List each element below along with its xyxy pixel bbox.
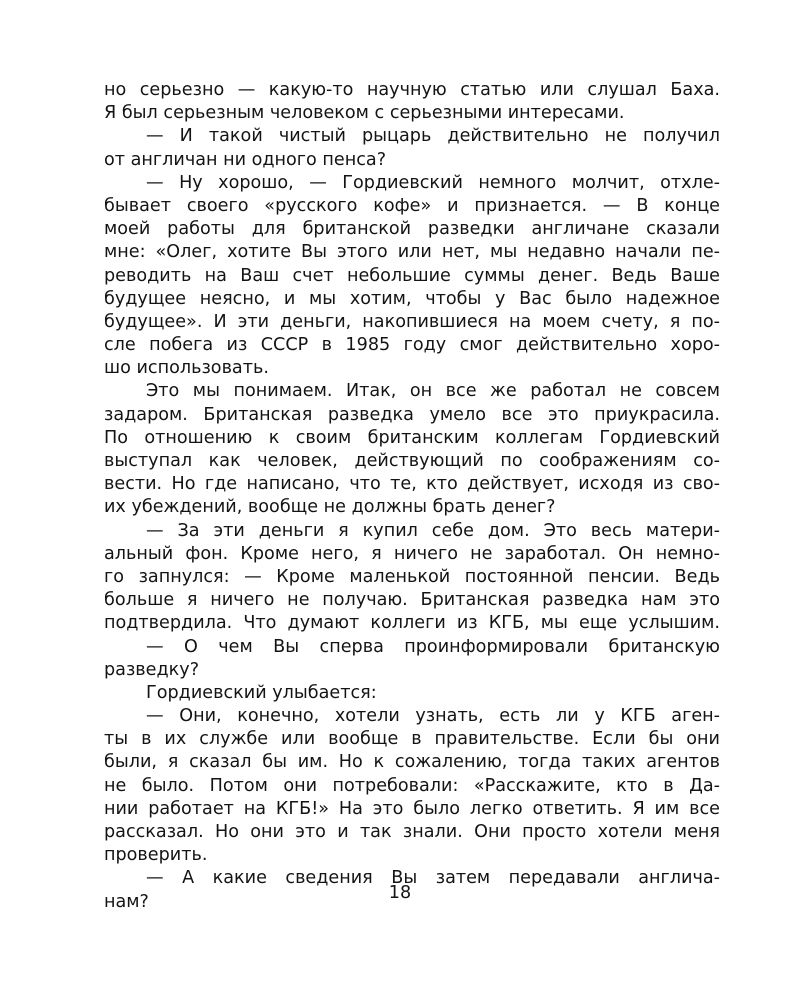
text-line: больше я ничего не получаю. Британская разведка нам это	[104, 590, 720, 611]
text-line: были, я сказал бы им. Но к сожалению, тогда таких агентов	[104, 752, 720, 773]
text-line: По отношению к своим британским коллегам Гордиевский	[104, 427, 720, 448]
text-line: Гордиевский улыбается:	[146, 682, 377, 703]
text-line: их убеждений, вообще не должны брать денег?	[104, 497, 556, 518]
text-line: нии работает на КГБ!» На это было легко ответить. Я им все	[104, 798, 720, 819]
text-line: будущее». И эти деньги, накопившиеся на моем счету, я по-	[104, 311, 720, 332]
text-line: — Ну хорошо, — Гордиевский немного молчит, отхле-	[146, 172, 720, 193]
body-text	[104, 79, 720, 914]
text-line: не было. Потом они потребовали: «Расскажите, кто в Да-	[104, 775, 720, 796]
text-line: — О чем Вы сперва проинформировали британскую	[146, 636, 720, 657]
text-line: шо использовать.	[104, 358, 269, 379]
text-line: будущее неясно, и мы хотим, чтобы у Вас было надежное	[104, 288, 720, 309]
text-line: моей работы для британской разведки англичане сказали	[104, 219, 720, 240]
text-line: разведку?	[104, 659, 200, 680]
text-line: мне: «Олег, хотите Вы этого или нет, мы недавно начали пе-	[104, 242, 720, 263]
text-line: Это мы понимаем. Итак, он все же работал не совсем	[146, 381, 720, 402]
text-line: нам?	[104, 891, 149, 912]
text-line: подтвердила. Что думают коллеги из КГБ, мы еще услышим.	[104, 613, 720, 634]
text-line: альный фон. Кроме него, я ничего не заработал. Он немно-	[104, 543, 720, 564]
text-line: реводить на Ваш счет небольшие суммы денег. Ведь Ваше	[104, 265, 720, 286]
text-line: — А какие сведения Вы затем передавали англича-	[146, 868, 720, 889]
text-line: бывает своего «русского кофе» и признается. — В конце	[104, 195, 720, 216]
text-line: проверить.	[104, 845, 208, 866]
text-line: Я был серьезным человеком с серьезными интересами.	[104, 103, 625, 124]
text-line: от англичан ни одного пенса?	[104, 149, 387, 170]
text-line: — За эти деньги я купил себе дом. Это весь матери-	[146, 520, 720, 541]
text-line: ты в их службе или вообще в правительстве. Если бы они	[104, 729, 720, 750]
page-number: 18	[388, 883, 412, 903]
text-line: но серьезно — какую-то научную статью или слушал Баха.	[104, 80, 720, 100]
text-line: вести. Но где написано, что те, кто действует, исходя из сво-	[104, 474, 720, 495]
text-line: рассказал. Но они это и так знали. Они просто хотели меня	[104, 822, 720, 842]
text-line: сле побега из СССР в 1985 году смог действительно хоро-	[104, 335, 720, 356]
text-line: го запнулся: — Кроме маленькой постоянной пенсии. Ведь	[104, 566, 720, 587]
text-line: — Они, конечно, хотели узнать, есть ли у КГБ аген-	[146, 706, 720, 727]
text-line: — И такой чистый рыцарь действительно не получил	[146, 126, 720, 147]
text-line: задаром. Британская разведка умело все это приукрасила.	[104, 404, 720, 425]
text-line: выступал как человек, действующий по соображениям со-	[104, 451, 720, 471]
